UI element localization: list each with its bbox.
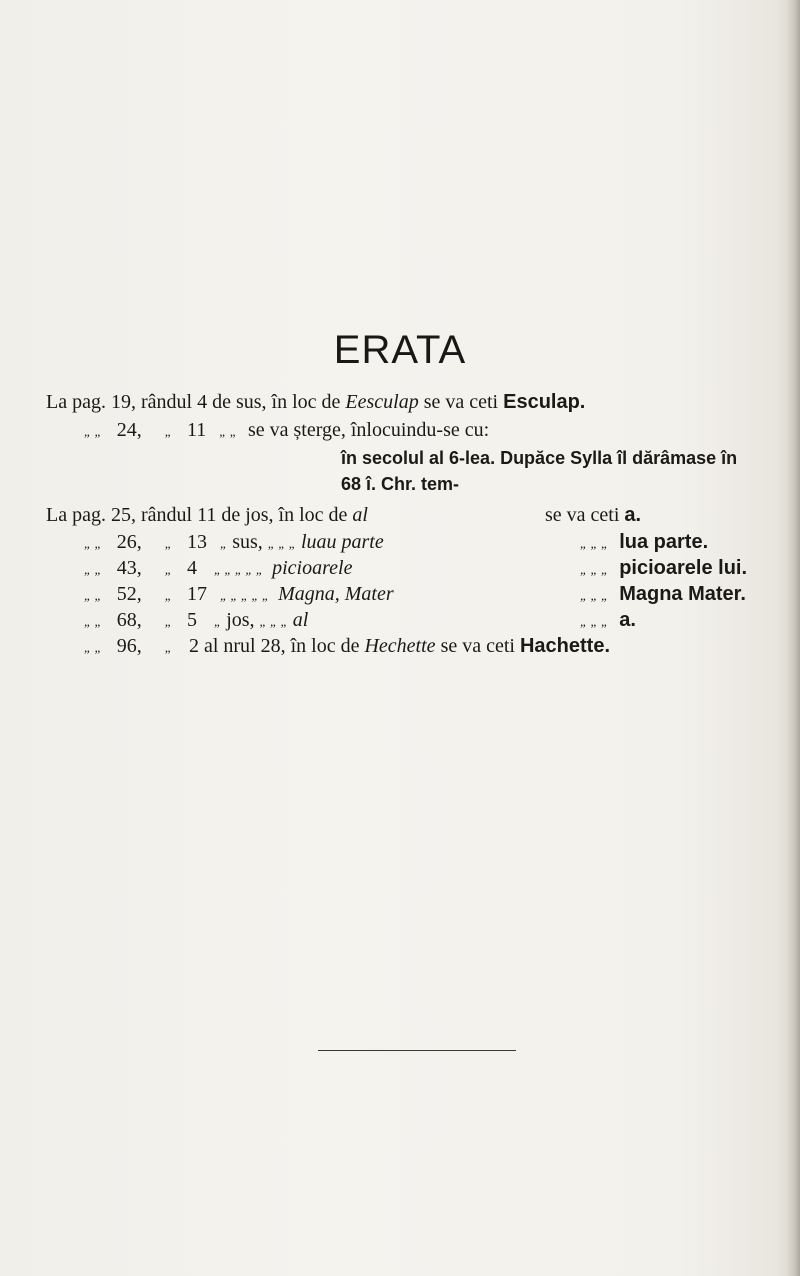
ditto-marks: „ „ „ (259, 614, 288, 629)
wrong-text: al (352, 504, 368, 526)
instruction-text: se va ceti (545, 504, 620, 526)
wrong-text: al (292, 609, 309, 631)
erratum-row-3 (46, 503, 368, 527)
replacement-text-line-1: în secolul al 6-lea. Dupăce Sylla îl dărâmase în (341, 448, 738, 468)
ditto-marks: „ „ (84, 536, 102, 551)
ditto-marks: „ (213, 614, 222, 629)
direction-text: de sus, în loc de (212, 391, 341, 413)
erratum-row-1 (46, 390, 585, 414)
ditto-marks: „ „ „ „ „ (219, 588, 270, 603)
ditto-marks: „ „ (84, 588, 102, 603)
wrong-text: Eesculap (345, 391, 419, 413)
page-edge-shadow (786, 0, 800, 1276)
page-number: 24, (116, 419, 142, 441)
erratum-row-2 (84, 418, 489, 444)
ditto-marks: „ „ „ (580, 614, 609, 629)
erratum-row-4-correction (580, 530, 708, 556)
ditto-marks: „ (164, 588, 172, 603)
page-number: 96, (116, 635, 142, 657)
direction-text: sus, (232, 531, 263, 553)
line-number: 17 (186, 583, 207, 605)
line-number: 4 (186, 557, 197, 579)
ditto-marks: „ (219, 536, 228, 551)
correct-text: a. (619, 609, 636, 631)
ditto-marks: „ „ (84, 562, 102, 577)
ditto-marks: „ (164, 640, 172, 655)
ditto-marks: „ (164, 562, 172, 577)
line-number: 5 (186, 609, 197, 631)
ditto-marks: „ (164, 614, 172, 629)
wrong-text: Hechette (364, 635, 436, 657)
erratum-row-5 (84, 556, 352, 582)
erratum-row-6 (84, 582, 394, 608)
correct-text: picioarele lui. (619, 557, 748, 579)
page-number: 52, (116, 583, 142, 605)
correct-text: Magna Mater. (619, 583, 746, 605)
line-number: 13 (186, 531, 207, 553)
line-number: 2 (188, 635, 199, 657)
instruction-text: se va ceti (423, 391, 499, 413)
correct-text: Hachette. (519, 635, 610, 657)
ditto-marks: „ (164, 536, 172, 551)
page-ref: La pag. 25, rândul 11 (46, 504, 217, 526)
erratum-row-4 (84, 530, 384, 556)
page-number: 43, (116, 557, 142, 579)
direction-text: de jos, în loc de (221, 504, 348, 526)
instruction-text: se va șterge, înlocuindu-se cu: (247, 419, 490, 441)
ditto-marks: „ „ (84, 424, 102, 439)
page-ref: La pag. 19, rândul 4 (46, 391, 208, 413)
wrong-text: luau parte (300, 531, 384, 553)
line-number: 11 (186, 419, 207, 441)
ditto-marks: „ „ (84, 640, 102, 655)
direction-text: jos, (226, 609, 255, 631)
erratum-row-7 (84, 608, 308, 634)
instruction-text: al nrul 28, în loc de (203, 635, 360, 657)
correct-text: Esculap. (503, 391, 586, 413)
erratum-row-5-correction (580, 556, 747, 582)
wrong-text: Magna, Mater (278, 583, 394, 605)
ditto-marks: „ „ „ (267, 536, 296, 551)
erratum-row-3-correction (545, 503, 641, 527)
wrong-text: picioarele (272, 557, 353, 579)
ditto-marks: „ „ „ (580, 588, 609, 603)
page-number: 26, (116, 531, 142, 553)
ditto-marks: „ „ „ (580, 562, 609, 577)
correct-text: lua parte. (619, 531, 709, 553)
replacement-text-line-2: 68 î. Chr. tem- (341, 474, 460, 494)
instruction-text: se va ceti (440, 635, 515, 657)
ditto-marks: „ (164, 424, 172, 439)
correct-text: a. (624, 504, 642, 526)
ditto-marks: „ „ „ „ „ (213, 562, 264, 577)
erratum-row-8 (84, 634, 610, 660)
page-number: 68, (116, 609, 142, 631)
ditto-marks: „ „ (84, 614, 102, 629)
ditto-marks: „ „ (219, 424, 237, 439)
erratum-row-7-correction (580, 608, 636, 634)
erratum-row-6-correction (580, 582, 746, 608)
ditto-marks: „ „ „ (580, 536, 609, 551)
page-title: ERATA (333, 328, 467, 372)
closing-rule (318, 1050, 516, 1051)
